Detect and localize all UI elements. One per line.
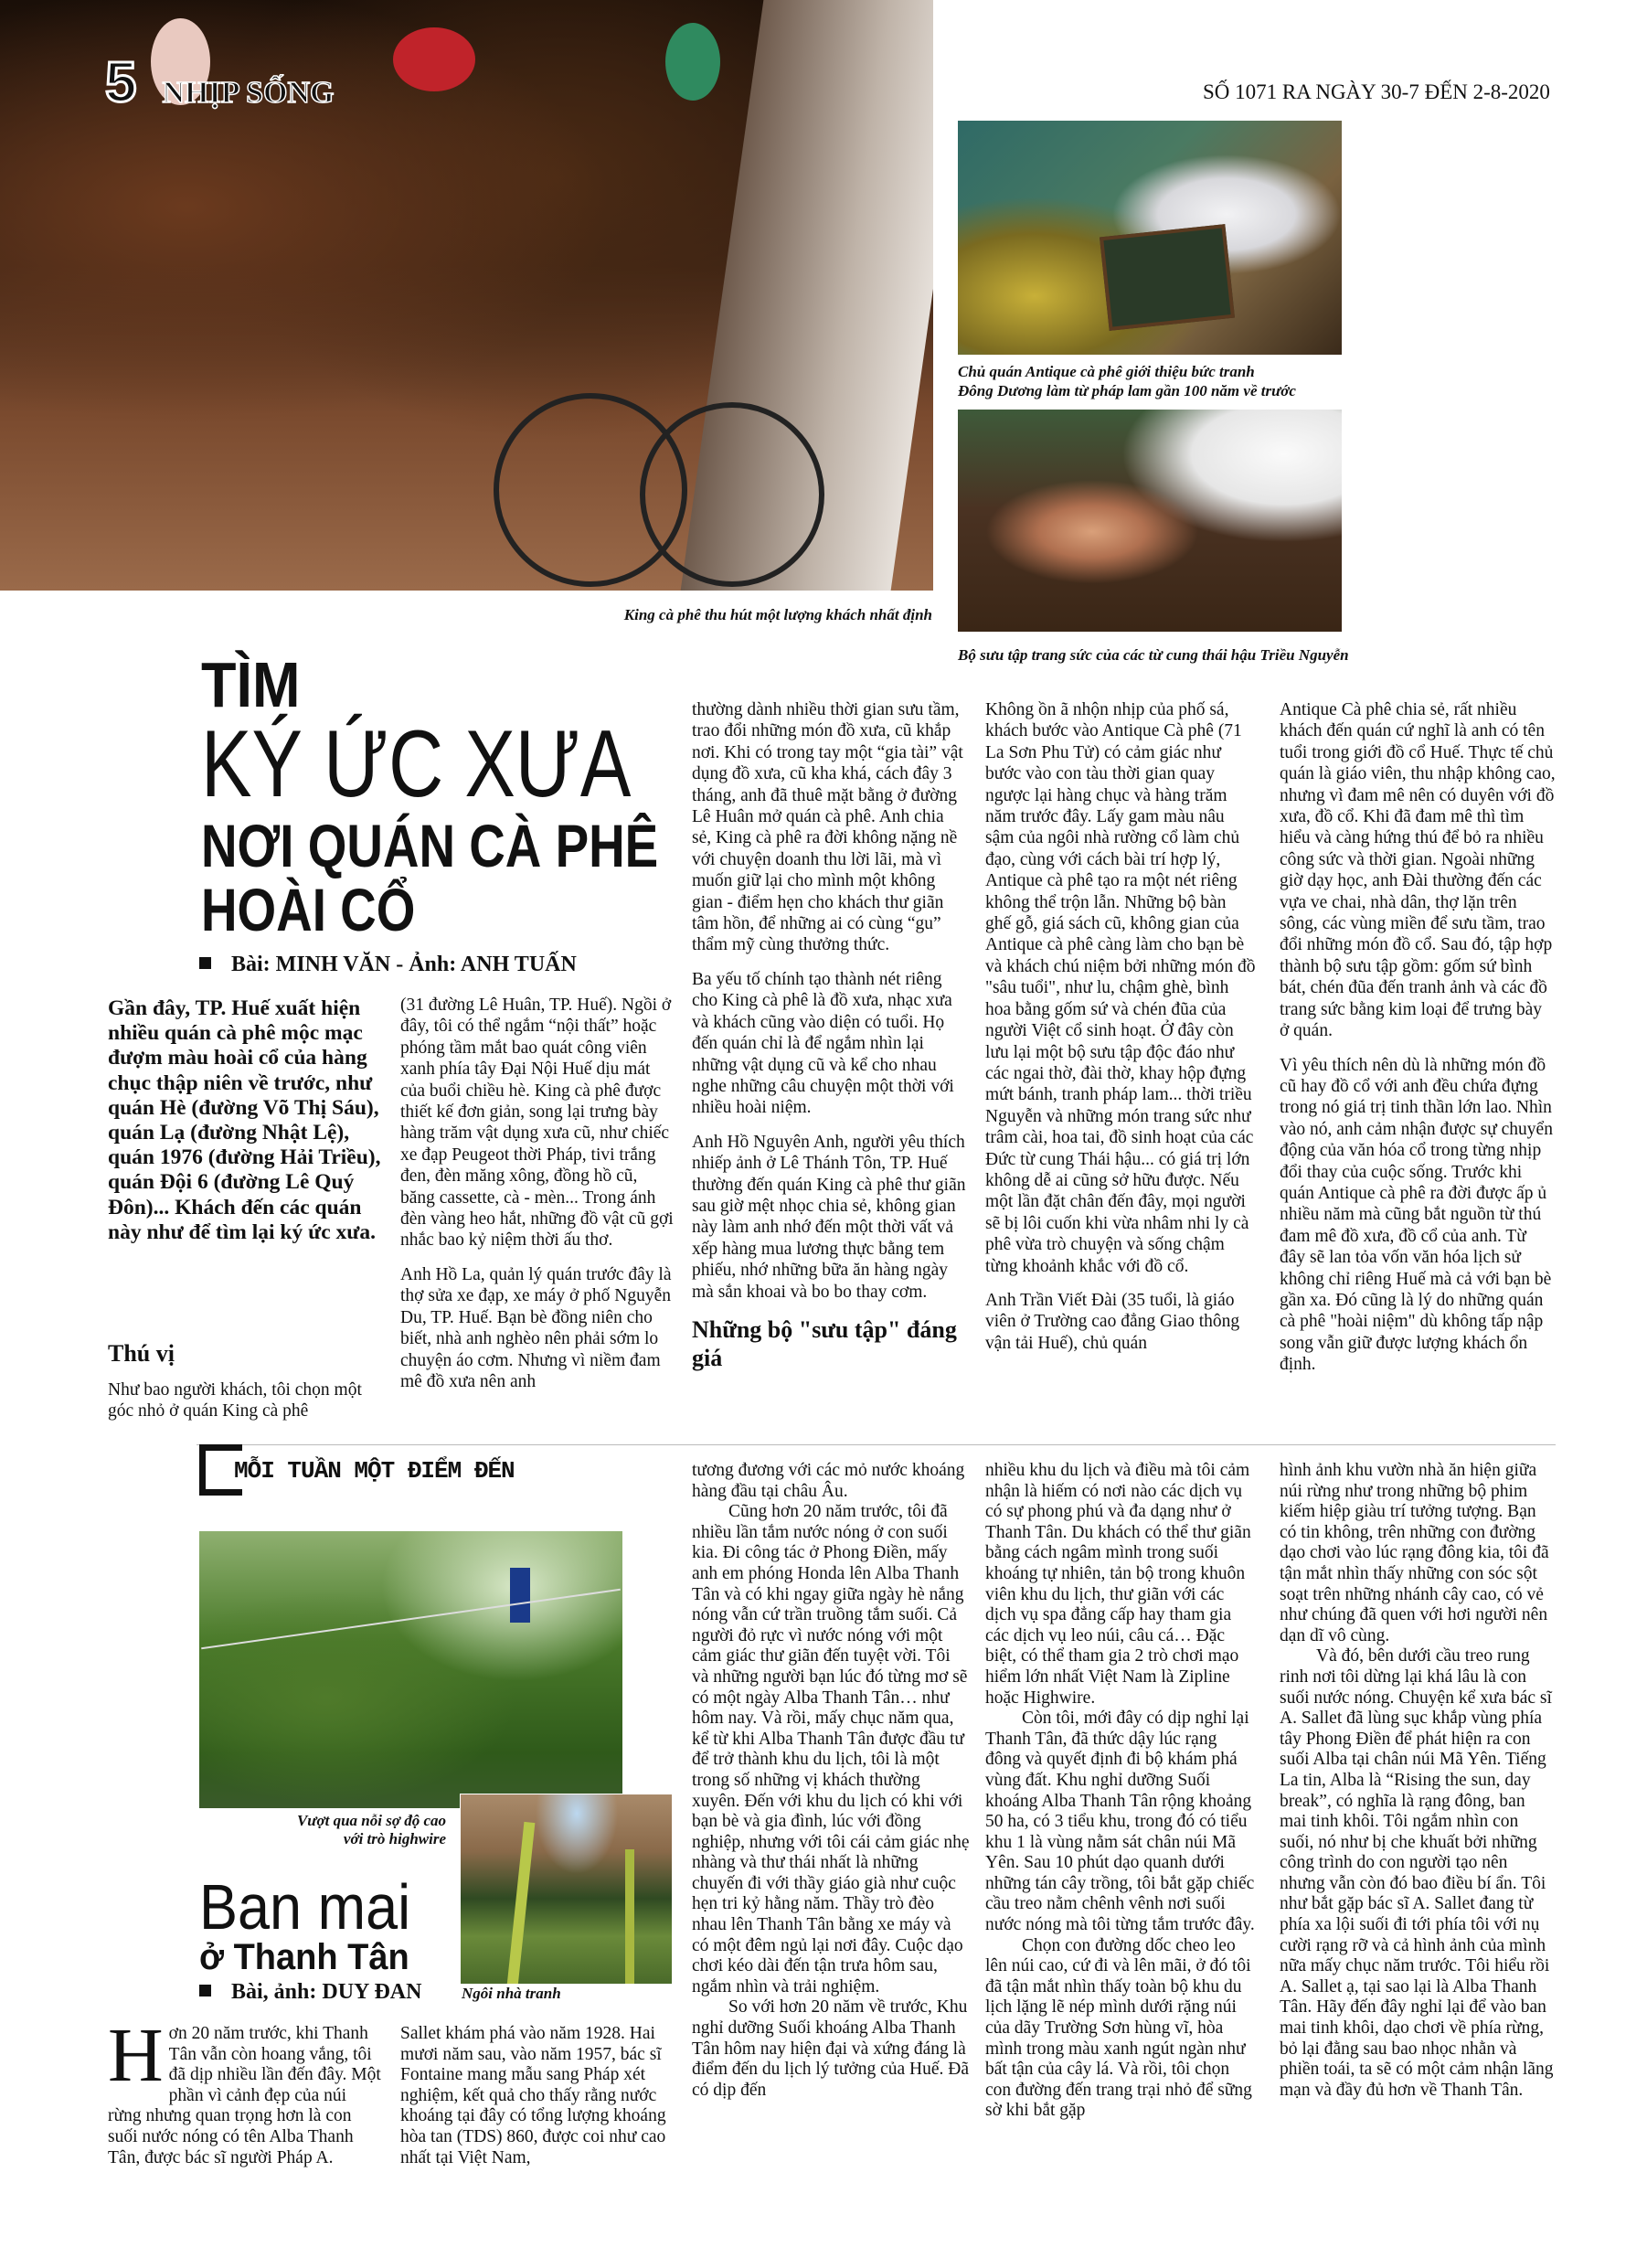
highwire-photo (199, 1531, 622, 1808)
bullet-square-icon (199, 1985, 211, 1996)
highwire-caption: Vượt qua nỗi sợ độ cao với trò highwire (296, 1812, 446, 1847)
jewelry-photo-caption: Bộ sưu tập trang sức của các từ cung thái hậu Triều Nguyễn (958, 646, 1349, 664)
headline-line-1: TÌM (201, 649, 301, 720)
section-divider (197, 1444, 1556, 1445)
lede: Gần đây, TP. Huế xuất hiện nhiều quán cà phê mộc mạc đượm màu hoài cổ của hàng chục thập niên về trước, như quán Hè (đường Võ Thị Sáu), quán Lạ (đường Nhật Lệ), quán 1976 (đường Hải Triều), quán Đội 6 (đường Lê Quý Đôn)... Khách đến các quán này như để tìm lại ký ức xưa. (108, 996, 381, 1244)
article2-column-5: hình ảnh khu vườn nhà ăn hiện giữa núi rừng như trong những bộ phim kiếm hiệp giàu trí tưởng tượng. Bạn có tin không, trên những con đường dạo chơi vào lúc rạng đông kia, tôi đã tận mắt nhìn thấy những con sóc sột soạt trên những nhánh cây cao, có vẻ như chúng đã quen với hơi người nên dạn dĩ vô cùng. Và đó, bên dưới cầu treo rung rinh nơi tôi dừng lại khá lâu là con suối nước nóng. Chuyện kể xưa bác sĩ A. Sallet đã lùng sục khắp vùng phía tây Phong Điền để phát hiện ra con suối Alba tại chân núi Mã Yên. Tiếng La tin, Alba là “Rising the sun, day break”, có nghĩa là rạng đông, ban mai tinh khôi. Tôi ngắm nhìn con suối, nó như bị che khuất bởi những công trình do con người tạo nên nhưng vẫn còn đó bao điều bí ẩn. Tôi như bắt gặp bác sĩ A. Sallet đang từ phía xa lội suối đi tới phía tôi với nụ cười rạng rỡ và cả hình ảnh của mình nữa mấy chục năm trước. Tôi hiểu rồi A. Sallet ạ, tại sao lại là Alba Thanh Tân. Hãy đến đây nghỉ lại để vào ban mai tinh khôi, dạo chơi về phía rừng, bỏ lại đằng sau bao nhọc nhằn và phiền toái, ta sẽ có một cảm nhận lãng mạn và đầy đủ hơn về Thanh Tân. (1280, 1461, 1554, 2100)
section-logo (105, 48, 334, 112)
jewelry-collection-photo (958, 410, 1342, 632)
article2-column-4: nhiều khu du lịch và điều mà tôi cảm nhận là hiếm có nơi nào các dịch vụ có sự phong phú và đa dạng như ở Thanh Tân. Du khách có thể thư giãn bằng cách ngâm mình trong suối khoáng tự nhiên, tản bộ trong khuôn viên khu du lịch, thư giãn với các dịch vụ spa đẳng cấp hay tham gia các dịch vụ leo núi, câu cá… Đặc biệt, có thể tham gia 2 trò chơi mạo hiểm lớn nhất Việt Nam là Zipline hoặc Highwire. Còn tôi, mới đây có dịp nghỉ lại Thanh Tân, đã thức dậy lúc rạng đông và quyết định đi bộ khám phá vùng đất. Khu nghỉ dưỡng Suối khoáng Alba Thanh Tân rộng khoảng 50 ha, có 3 tiểu khu, trong đó có tiểu khu 1 là vùng nằm sát chân núi Mã Yên. Sau 10 phút dạo quanh dưới những tán cây trồng, tôi bắt gặp chiếc cầu treo nằm chênh vênh nơi suối nước nóng mà tôi từng tắm trước đây. Chọn con đường dốc cheo leo lên núi cao, cứ đi và lên mãi, ở đó tôi đã tận mắt nhìn thấy toàn bộ khu du lịch lặng lẽ nép mình dưới rặng núi của dãy Trường Sơn hùng vĩ, hòa mình trong màu xanh ngút ngàn như bất tận của cây lá. Và rồi, tôi chọn con đường đến trang trại nhỏ để sững sờ khi bắt gặp (985, 1461, 1255, 2121)
drop-cap: H (108, 2013, 164, 2098)
climber (510, 1568, 530, 1623)
article2-column-2: Sallet khám phá vào năm 1928. Hai mươi năm sau, vào năm 1957, bác sĩ Fontaine mang mẫu sang Pháp xét nghiệm, kết quả cho thấy rằng nước khoáng tại đây có tổng lượng khoáng hòa tan (TDS) 860, được coi như cao nhất tại Việt Nam, (400, 2024, 666, 2167)
headline-line-3: NƠI QUÁN CÀ PHÊ (201, 812, 659, 879)
bicycle-wheel (640, 402, 824, 587)
article1-column-3: thường dành nhiều thời gian sưu tầm, trao đổi những món đồ xưa, cũ khắp nơi. Khi có trong tay một “gia tài” vật dụng đồ xưa, cũ kha khá, cách đây 3 tháng, anh đã thuê mặt bằng ở đường Lê Huân mở quán cà phê. Anh chia sẻ, King cà phê ra đời không nặng nề với chuyện doanh thu lời lãi, mà vì muốn giữ lại cho mình một không gian - điểm hẹn cho khách thư giãn tâm hồn, để những ai có cùng “gu” thẩm mỹ cùng thưởng thức. Ba yếu tố chính tạo thành nét riêng cho King cà phê là đồ xưa, nhạc xưa và khách cũng vào diện có tuổi. Họ đến quán chỉ là để ngắm nhìn lại những vật dụng cũ và kể cho nhau nghe những câu chuyện một thời với nhiều hoài niệm. Anh Hồ Nguyên Anh, người yêu thích nhiếp ảnh ở Lê Thánh Tôn, TP. Huế thường đến quán King cà phê thư giãn sau giờ mệt nhọc chia sẻ, không gian này làm anh nhớ đến một thời vất vả xếp hàng mua lương thực bằng tem phiếu, nhớ những bữa ăn hàng ngày mà sắn khoai và bo bo thay cơm. Những bộ "sưu tập" đáng giá (692, 700, 966, 1371)
palm-trunk (625, 1849, 634, 1985)
red-lantern (393, 27, 475, 91)
house-caption: Ngôi nhà tranh (462, 1985, 561, 2002)
subhead-thu-vi: Thú vị (108, 1340, 175, 1367)
owner-painting-photo (958, 121, 1342, 355)
headline-line-4: HOÀI CỔ (201, 876, 416, 943)
bullet-square-icon (199, 957, 211, 969)
subhead-suu-tap: Những bộ "sưu tập" đáng giá (692, 1315, 957, 1371)
rope-line (201, 1589, 621, 1649)
palm-trunk (507, 1822, 536, 1985)
byline: Bài: MINH VĂN - Ảnh: ANH TUẤN (199, 953, 577, 977)
owner-photo-caption: Chủ quán Antique cà phê giới thiệu bức tranh Đông Dương làm từ pháp lam gần 100 năm về trước (958, 363, 1296, 399)
article2-headline-line-1: Ban mai (199, 1871, 411, 1943)
article1-column-4: Không ồn ã nhộn nhịp của phố sá, khách bước vào Antique Cà phê (71 La Sơn Phu Tử) có cảm giác như bước vào con tàu thời gian quay ngược lại hàng chục và hàng trăm năm trước đây. Lấy gam màu nâu sậm của ngôi nhà rường cổ làm chủ đạo, cùng với cách bài trí hợp lý, Antique cà phê tạo ra một nét riêng không thể trộn lẫn. Những bộ bàn ghế gỗ, giá sách cũ, không gian của Antique cà phê càng làm cho bạn bè và khách chú niệm bởi những món đồ "sâu tuổi", như lu, chậm ghè, bình hoa bằng gốm sứ và chén đũa của người Việt cổ sinh hoạt. Ở đây còn lưu lại một bộ sưu tập độc đáo như các ngai thờ, đài thờ, khay hộp đựng mứt bánh, tranh pháp lam... thời triều Nguyễn và những món trang sức như trâm cài, hoa tai, đồ sinh hoạt của các Đức từ cung Thái hậu... có giá trị lớn không dễ ai cũng sở hữu được. Nếu một lần đặt chân đến đây, mọi người sẽ bị lôi cuốn khi vừa nhâm nhi ly cà phê vừa trò chuyện và sống chậm từng khoảnh khắc với đồ cổ. Anh Trần Viết Đài (35 tuổi, là giáo viên ở Trường cao đẳng Giao thông vận tải Huế), chủ quán (985, 700, 1256, 1353)
headline-line-2: KÝ ỨC XƯA (201, 711, 632, 817)
green-lantern (665, 23, 720, 101)
issue-date: SỐ 1071 RA NGÀY 30-7 ĐẾN 2-8-2020 (1203, 80, 1550, 103)
article2-headline-line-2: ở Thanh Tân (199, 1937, 409, 1977)
article2-column-3: tương đương với các mỏ nước khoáng hàng đầu tại châu Âu. Cũng hơn 20 năm trước, tôi đã nhiều lần tắm nước nóng ở con suối kia. Đi công tác ở Phong Điền, mấy anh em phóng Honda lên Alba Thanh Tân và có khi ngay giữa ngày hè nắng nóng vẫn cứ trần truồng tắm suối. Cả người đỏ rực vì nước nóng với một cảm giác thư giãn đến tuyệt vời. Tôi và những người bạn lúc đó từng mơ sẽ có một ngày Alba Thanh Tân… như hôm nay. Và rồi, mấy chục năm qua, kể từ khi Alba Thanh Tân được đầu tư để trở thành khu du lịch, tôi là một trong số những vị khách thường xuyên. Đến với khu du lịch có khi với bạn bè và gia đình, lúc với đồng nghiệp, nhưng với tôi cái cảm giác nhẹ nhàng và thư thái nhất là những chuyến đi với thầy giáo già như cuộc hẹn tri kỷ hằng năm. Thầy trò đèo nhau lên Thanh Tân bằng xe máy và có một đêm ngủ lại nơi đây. Cuộc dạo chơi kéo dài đến tận trưa hôm sau, ngắm nhìn và trải nghiệm. So với hơn 20 năm về trước, Khu nghỉ dưỡng Suối khoáng Alba Thanh Tân hôm nay hiện đại và xứng đáng là điểm đến du lịch lý tưởng của Huế. Đã có dịp đến (692, 1461, 970, 2100)
section-name: NHỊP SỐNG (162, 76, 335, 110)
cafe-interior-photo (0, 0, 933, 591)
page-number: 5 (105, 51, 137, 114)
article2-byline: Bài, ảnh: DUY ĐAN (199, 1980, 421, 2005)
article1-column-2: (31 đường Lê Huân, TP. Huế). Ngồi ở đây, tôi có thể ngắm “nội thất” hoặc phóng tầm mắt bao quát công viên xanh phía tây Đại Nội Huế dịu mát của buổi chiều hè. King cà phê được thiết kế đơn giản, song lại trưng bày hàng trăm vật dụng xưa cũ, như chiếc xe đạp Peugeot thời Pháp, tivi trắng đen, đèn măng xông, đồng hồ cũ, băng cassette, cà - mèn... Trong ánh đèn vàng heo hắt, những đồ vật cũ gợi nhắc bao kỷ niệm thời ấu thơ. Anh Hồ La, quản lý quán trước đây là thợ sửa xe đạp, xe máy ở phố Nguyễn Du, TP. Huế. Bạn bè đồng niên cho biết, nhà anh nghèo nên phải sớm lo chuyện áo cơm. Nhưng vì niềm đam mê đồ xưa nên anh (400, 996, 674, 1391)
article2-column-1: H ơn 20 năm trước, khi Thanh Tân vẫn còn hoang vắng, tôi đã dịp nhiều lần đến đây. Một phần vì cảnh đẹp của núi rừng nhưng quan trọng hơn là con suối nước nóng có tên Alba Thanh Tân, được bác sĩ người Pháp A. (108, 2013, 381, 2167)
article1-column-1: Như bao người khách, tôi chọn một góc nhỏ ở quán King cà phê (108, 1380, 362, 1421)
painting (1100, 224, 1235, 331)
thatched-house-photo (460, 1794, 673, 1985)
main-photo-caption: King cà phê thu hút một lượng khách nhất định (623, 606, 932, 623)
section-label: MỖI TUẦN MỘT ĐIỂM ĐẾN (234, 1457, 515, 1485)
article1-column-5: Antique Cà phê chia sẻ, rất nhiều khách đến quán cứ nghĩ là anh có tên tuổi trong giới đồ cổ Huế. Thực tế chủ quán là giáo viên, thu nhập không cao, nhưng vì đam mê nên có duyên với đồ xưa, đồ cổ. Khi đã đam mê thì tìm hiểu và càng hứng thú để bỏ ra nhiều công sức và thời gian. Ngoài những giờ dạy học, anh Đài thường đến các vựa ve chai, nhà dân, thợ lặn trên sông, các vùng miền để sưu tầm, trao đổi những món đồ cổ. Sau đó, tập hợp thành bộ sưu tập gồm: gốm sứ bình bát, chén đũa đến tranh ảnh và các đồ trang sức bằng kim loại để trưng bày ở quán. Vì yêu thích nên dù là những món đồ cũ hay đồ cổ với anh đều chứa đựng trong nó giá trị tinh thần lớn lao. Nhìn vào nó, anh cảm nhận được sự chuyển động của văn hóa cổ trong từng nhịp đổi thay của cuộc sống. Trước khi quán Antique cà phê ra đời được ấp ủ nhiều năm mà cũng bắt nguồn từ thú đam mê đồ xưa, đồ cổ của anh. Từ đây sẽ lan tỏa vốn văn hóa lịch sử không chỉ riêng Huế mà cả với bạn bè gần xa. Đó cũng là lý do những quán cà phê "hoài niệm" dù không tấp nập song vẫn giữ được lượng khách ổn định. (1280, 700, 1556, 1375)
